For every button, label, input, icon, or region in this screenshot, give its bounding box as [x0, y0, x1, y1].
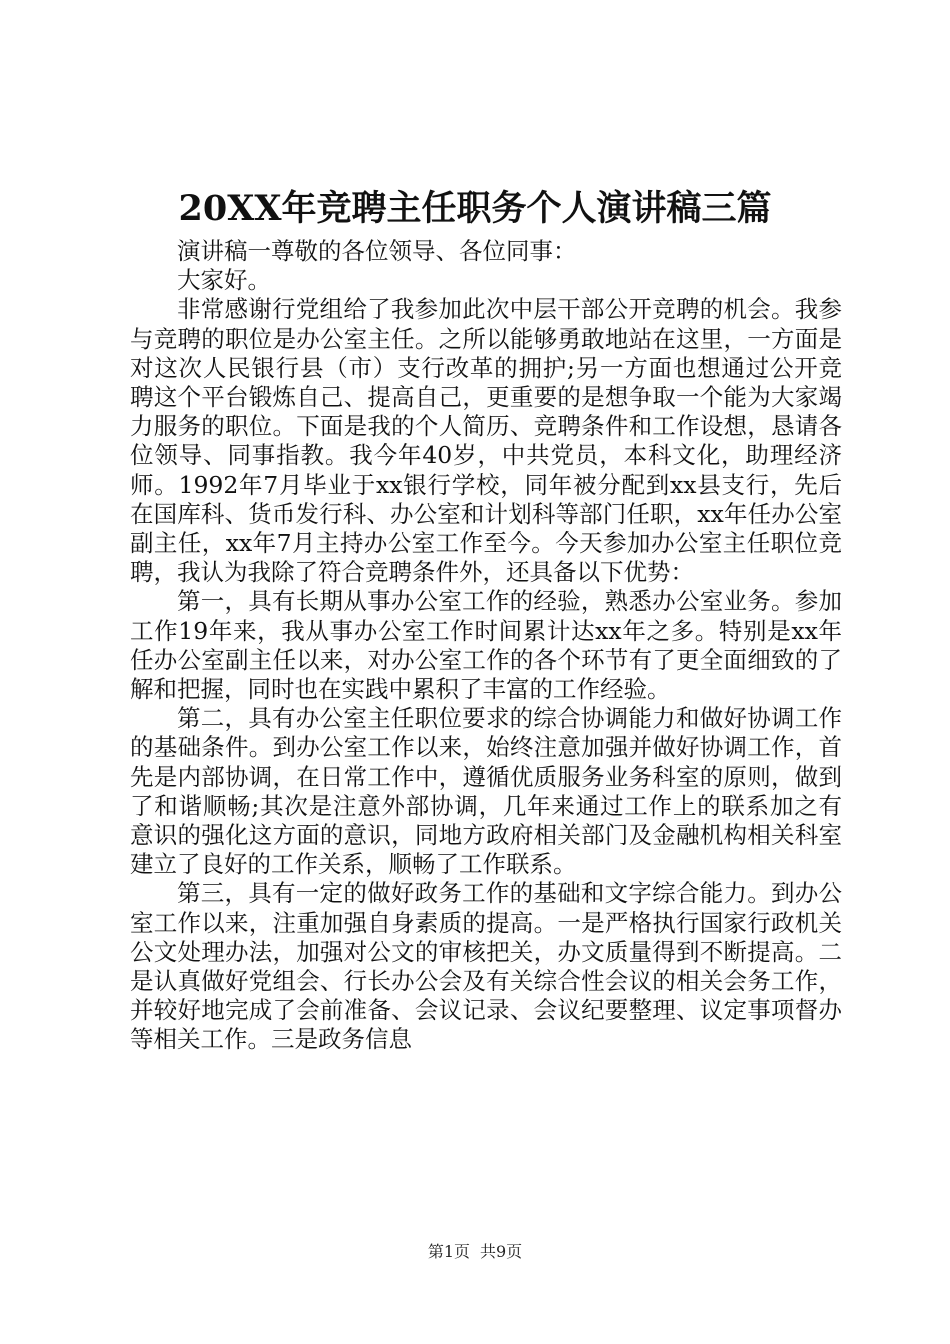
page-total: 共9页 [480, 1242, 523, 1261]
paragraph-first-advantage: 第一，具有长期从事办公室工作的经验，熟悉办公室业务。参加工作19年来，我从事办公室工作时间累计达xx年之多。特别是xx年任办公室副主任以来，对办公室工作的各个环节有了更全面细致的了解和把握，同时也在实践中累积了丰富的工作经验。 [130, 587, 842, 704]
paragraph-introduction: 非常感谢行党组给了我参加此次中层干部公开竞聘的机会。我参与竞聘的职位是办公室主任。之所以能够勇敢地站在这里，一方面是对这次人民银行县（市）支行改革的拥护;另一方面也想通过公开竞聘这个平台锻炼自己、提高自己，更重要的是想争取一个能为大家竭力服务的职位。下面是我的个人简历、竞聘条件和工作设想，恳请各位领导、同事指教。我今年40岁，中共党员，本科文化，助理经济师。1992年7月毕业于xx银行学校，同年被分配到xx县支行，先后在国库科、货币发行科、办公室和计划科等部门任职，xx年任办公室副主任，xx年7月主持办公室工作至今。今天参加办公室主任职位竞聘，我认为我除了符合竞聘条件外，还具备以下优势： [130, 295, 842, 587]
paragraph-third-advantage: 第三，具有一定的做好政务工作的基础和文字综合能力。到办公室工作以来，注重加强自身素质的提高。一是严格执行国家行政机关公文处理办法，加强对公文的审核把关，办文质量得到不断提高。二是认真做好党组会、行长办公会及有关综合性会议的相关会务工作，并较好地完成了会前准备、会议记录、会议纪要整理、议定事项督办等相关工作。三是政务信息 [130, 879, 842, 1054]
paragraph-salutation: 演讲稿一尊敬的各位领导、各位同事： [177, 237, 577, 265]
paragraph-greeting: 大家好。 [177, 266, 271, 295]
page-footer [0, 1240, 950, 1264]
document-title: 20XX年竞聘主任职务个人演讲稿三篇 [178, 188, 772, 229]
paragraph-second-advantage: 第二，具有办公室主任职位要求的综合协调能力和做好协调工作的基础条件。到办公室工作以来，始终注意加强并做好协调工作，首先是内部协调，在日常工作中，遵循优质服务业务科室的原则，做到了和谐顺畅;其次是注意外部协调，几年来通过工作上的联系加之有意识的强化这方面的意识，同地方政府相关部门及金融机构相关科室建立了良好的工作关系，顺畅了工作联系。 [130, 704, 842, 879]
document-body [130, 237, 842, 1055]
page-number: 第1页 [427, 1242, 470, 1261]
